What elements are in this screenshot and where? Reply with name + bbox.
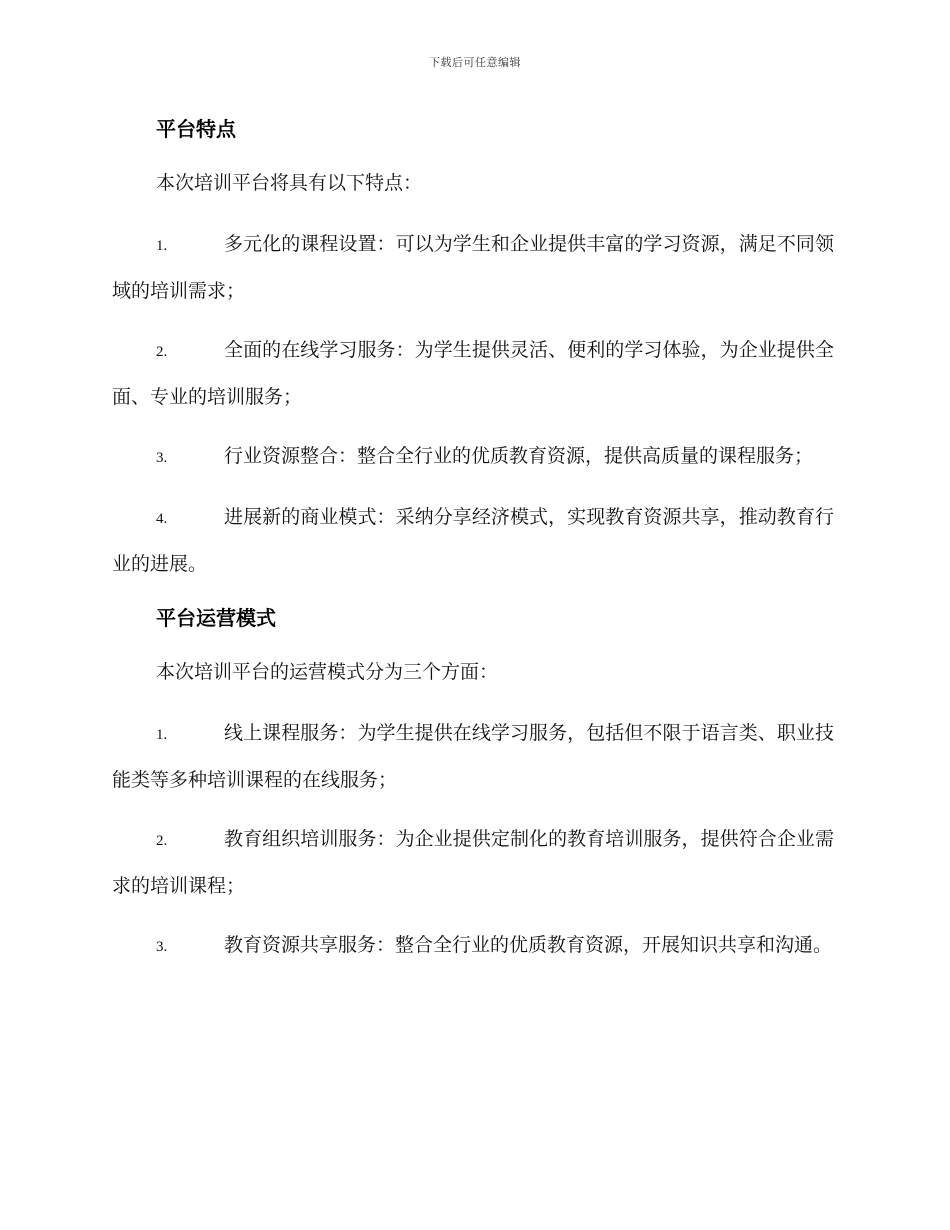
list-item-text: 行业资源整合：整合全行业的优质教育资源，提供高质量的课程服务； — [224, 445, 814, 467]
list-item-number: 3. — [156, 450, 168, 466]
list-item-number: 1. — [156, 238, 168, 254]
list-item-text: 全面的在线学习服务：为学生提供灵活、便利的学习体验，为企业提供全面、专业的培训服务； — [112, 339, 834, 408]
list-item-text: 进展新的商业模式：采纳分享经济模式，实现教育资源共享，推动教育行业的进展。 — [112, 506, 834, 575]
list-item — [112, 495, 834, 587]
header-note: 下载后可任意编辑 — [429, 56, 521, 69]
section-heading-operation-model: 平台运营模式 — [156, 606, 276, 630]
list-item — [112, 222, 834, 314]
list-item — [112, 923, 834, 970]
list-item-text: 教育资源共享服务：整合全行业的优质教育资源，开展知识共享和沟通。 — [224, 934, 833, 956]
list-item-number: 2. — [156, 833, 168, 849]
section-heading-platform-features: 平台特点 — [156, 117, 236, 141]
list-item-text: 多元化的课程设置：可以为学生和企业提供丰富的学习资源，满足不同领域的培训需求； — [112, 233, 834, 302]
list-item-number: 3. — [156, 939, 168, 955]
list-item — [112, 817, 834, 909]
list-item — [112, 434, 834, 481]
list-item — [112, 711, 834, 803]
list-item — [112, 328, 834, 420]
document-body — [112, 112, 834, 984]
list-item-number: 4. — [156, 511, 168, 527]
list-item-text: 线上课程服务：为学生提供在线学习服务，包括但不限于语言类、职业技能类等多种培训课程的在线服务； — [112, 722, 834, 791]
list-item-number: 2. — [156, 344, 168, 360]
list-item-number: 1. — [156, 727, 168, 743]
list-item-text: 教育组织培训服务：为企业提供定制化的教育培训服务，提供符合企业需求的培训课程； — [112, 828, 834, 897]
section-intro-operation-model: 本次培训平台的运营模式分为三个方面： — [156, 661, 499, 683]
section-intro-platform-features: 本次培训平台将具有以下特点： — [156, 172, 423, 194]
